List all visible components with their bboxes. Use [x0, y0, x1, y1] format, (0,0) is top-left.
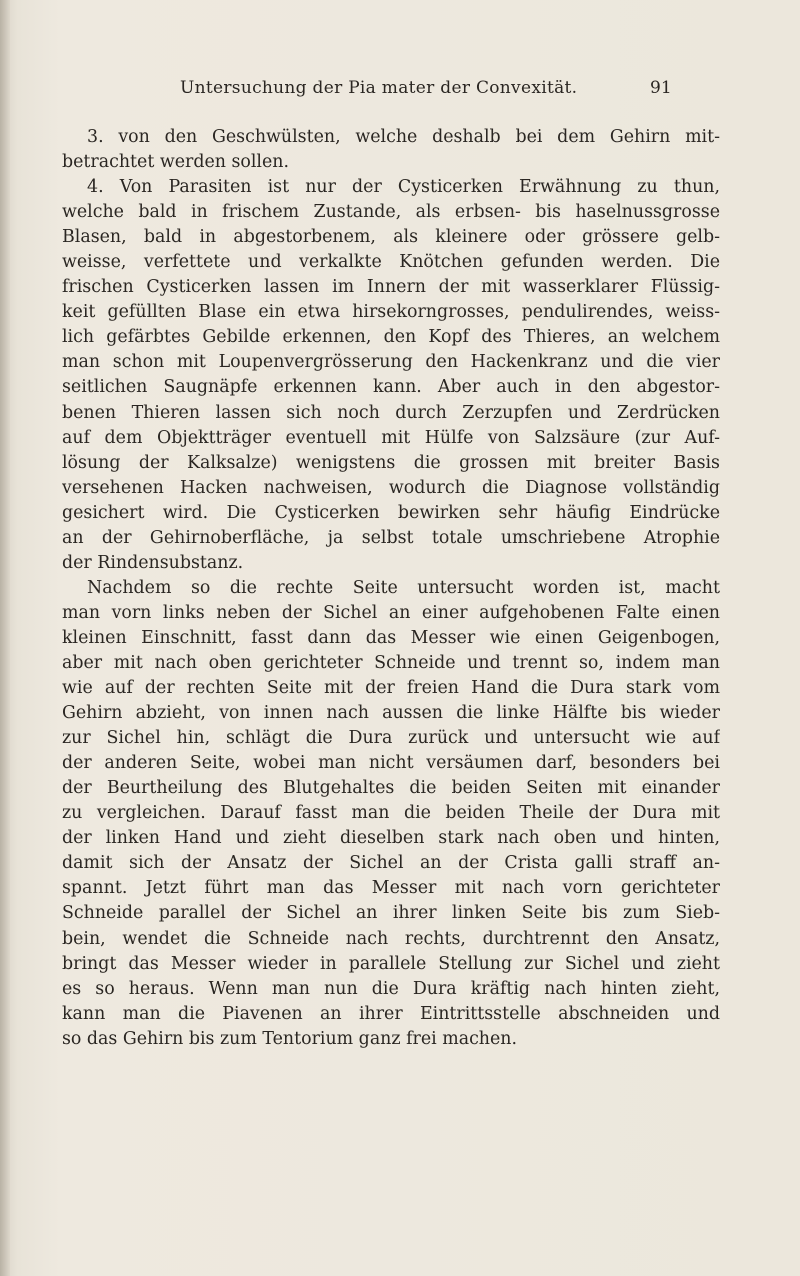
text-line: aber mit nach oben gerichteter Schneide und trennt so, indem man: [62, 652, 720, 673]
text-line: der Rindensubstanz.: [62, 552, 244, 573]
page-gutter-shadow: [0, 0, 10, 1276]
text-line: 3. von den Geschwülsten, welche deshalb bei dem Gehirn mit-: [87, 127, 720, 147]
text-line: lösung der Kalksalze) wenigstens die grossen mit breiter Basis: [62, 452, 720, 473]
text-line: bringt das Messer wieder in parallele Stellung zur Sichel und zieht: [62, 953, 720, 974]
running-head: Untersuchung der Pia mater der Convexität.: [180, 78, 578, 98]
text-line: benen Thieren lassen sich noch durch Zerzupfen und Zerdrücken: [62, 402, 720, 423]
text-line: der Beurtheilung des Blutgehaltes die beiden Seiten mit einander: [62, 778, 720, 799]
text-line: 4. Von Parasiten ist nur der Cysticerken Erwähnung zu thun,: [87, 177, 720, 198]
text-line: zu vergleichen. Darauf fasst man die beiden Theile der Dura mit: [62, 803, 720, 824]
text-line: welche bald in frischem Zustande, als erbsen- bis haselnussgrosse: [62, 202, 720, 223]
text-line: betrachtet werden sollen.: [62, 152, 290, 173]
text-line: Blasen, bald in abgestorbenem, als kleinere oder grössere gelb-: [62, 227, 720, 248]
text-line: damit sich der Ansatz der Sichel an der Crista galli straff an-: [62, 853, 720, 874]
text-line: zur Sichel hin, schlägt die Dura zurück und untersucht wie auf: [62, 728, 720, 749]
text-line: Nachdem so die rechte Seite untersucht worden ist, macht: [87, 577, 720, 598]
body-text: [62, 125, 720, 1052]
text-line: der anderen Seite, wobei man nicht versäumen darf, besonders bei: [62, 753, 720, 774]
text-line: lich gefärbtes Gebilde erkennen, den Kopf des Thieres, an welchem: [62, 327, 720, 348]
text-line: wie auf der rechten Seite mit der freien Hand die Dura stark vom: [62, 678, 720, 699]
text-line: der linken Hand und zieht dieselben stark nach oben und hinten,: [62, 828, 720, 849]
text-line: kann man die Piavenen an ihrer Eintrittsstelle abschneiden und: [62, 1003, 720, 1024]
text-line: Gehirn abzieht, von innen nach aussen die linke Hälfte bis wieder: [62, 703, 720, 724]
text-line: gesichert wird. Die Cysticerken bewirken sehr häufig Eindrücke: [62, 502, 720, 523]
page-header: [0, 78, 800, 108]
text-line: auf dem Objektträger eventuell mit Hülfe von Salzsäure (zur Auf-: [62, 427, 720, 448]
text-line: an der Gehirnoberfläche, ja selbst totale umschriebene Atrophie: [62, 527, 720, 548]
text-line: kleinen Einschnitt, fasst dann das Messer wie einen Geigenbogen,: [62, 627, 720, 648]
text-line: versehenen Hacken nachweisen, wodurch die Diagnose vollständig: [62, 477, 720, 498]
text-line: Schneide parallel der Sichel an ihrer linken Seite bis zum Sieb-: [62, 903, 720, 924]
text-line: man vorn links neben der Sichel an einer aufgehobenen Falte einen: [62, 602, 720, 623]
text-line: so das Gehirn bis zum Tentorium ganz frei machen.: [62, 1028, 518, 1049]
text-line: man schon mit Loupenvergrösserung den Hackenkranz und die vier: [62, 352, 720, 373]
page-number: 91: [650, 78, 672, 98]
text-line: weisse, verfettete und verkalkte Knötchen gefunden werden. Die: [62, 252, 720, 273]
text-line: bein, wendet die Schneide nach rechts, durchtrennt den Ansatz,: [62, 928, 720, 949]
text-line: keit gefüllten Blase ein etwa hirsekorngrosses, pendulirendes, weiss-: [62, 302, 720, 323]
text-line: spannt. Jetzt führt man das Messer mit nach vorn gerichteter: [62, 878, 720, 899]
text-line: es so heraus. Wenn man nun die Dura kräftig nach hinten zieht,: [62, 978, 720, 999]
text-line: frischen Cysticerken lassen im Innern der mit wasserklarer Flüssig-: [62, 277, 720, 298]
text-line: seitlichen Saugnäpfe erkennen kann. Aber auch in den abgestor-: [62, 377, 720, 398]
